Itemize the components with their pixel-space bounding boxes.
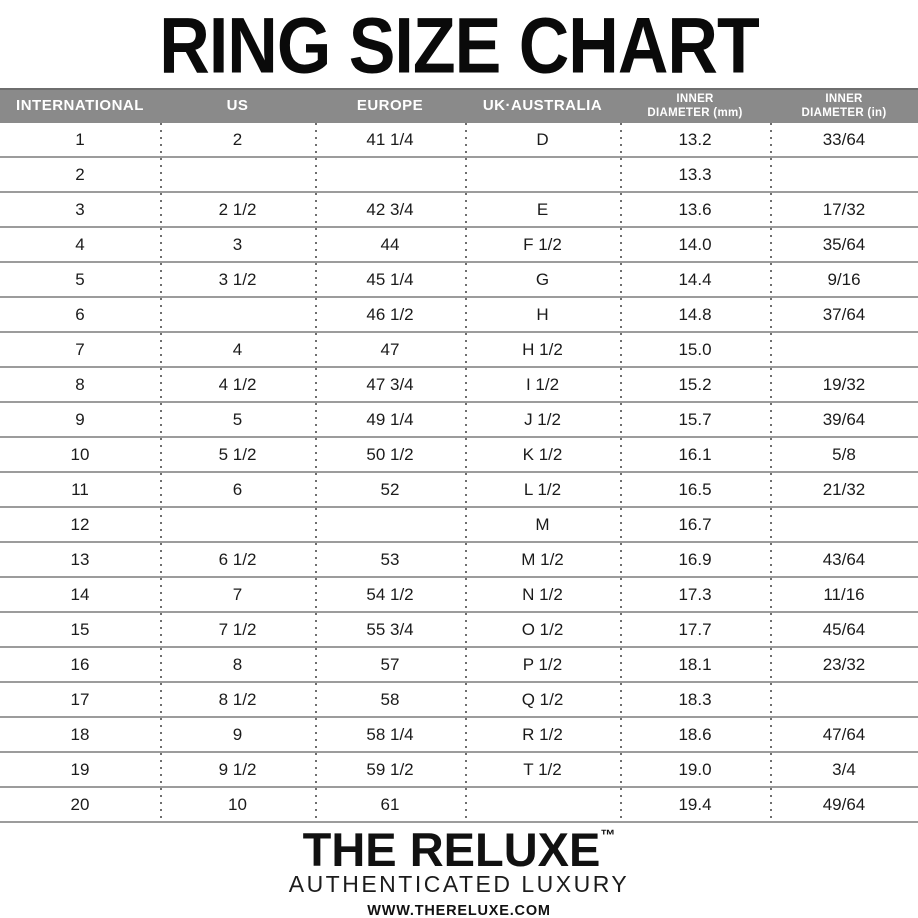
- table-cell: 50 1/2: [315, 437, 465, 472]
- table-cell: 16.1: [620, 437, 770, 472]
- ring-size-table: [0, 88, 918, 823]
- table-cell: 8: [160, 647, 315, 682]
- table-cell: 47: [315, 332, 465, 367]
- footer-brand-block: [0, 825, 918, 918]
- table-row: [0, 437, 918, 472]
- table-cell: 54 1/2: [315, 577, 465, 612]
- trademark-symbol: ™: [600, 827, 616, 844]
- table-cell: 10: [160, 787, 315, 822]
- table-cell: 45/64: [770, 612, 918, 647]
- table-row: [0, 647, 918, 682]
- table-cell: 6: [160, 472, 315, 507]
- table-cell: 3: [75, 199, 85, 219]
- table-cell: R 1/2: [465, 717, 620, 752]
- table-cell: 14.0: [620, 227, 770, 262]
- table-cell: J 1/2: [465, 402, 620, 437]
- table-cell: 58: [315, 682, 465, 717]
- table-cell: 15.7: [620, 402, 770, 437]
- table-cell: [160, 507, 315, 542]
- table-cell: 11/16: [770, 577, 918, 612]
- table-cell: 20: [70, 794, 90, 814]
- column-header-label: INNER: [676, 92, 714, 105]
- table-cell: 18: [70, 724, 90, 744]
- table-cell: 46 1/2: [315, 297, 465, 332]
- table-cell: 52: [315, 472, 465, 507]
- table-row: [0, 507, 918, 542]
- table-cell: 2: [160, 123, 315, 157]
- table-cell: 2 1/2: [160, 192, 315, 227]
- table-row: [0, 157, 918, 192]
- table-cell: 13.2: [620, 123, 770, 157]
- table-cell: 49 1/4: [315, 402, 465, 437]
- table-row: [0, 332, 918, 367]
- table-cell: O 1/2: [465, 612, 620, 647]
- table-cell: 3: [160, 227, 315, 262]
- table-cell: 4 1/2: [160, 367, 315, 402]
- column-header-inner-diameter-mm: [620, 89, 770, 123]
- table-cell: 49/64: [770, 787, 918, 822]
- table-cell: 7 1/2: [160, 612, 315, 647]
- table-cell: T 1/2: [465, 752, 620, 787]
- table-cell: 5/8: [770, 437, 918, 472]
- table-cell: 23/32: [770, 647, 918, 682]
- table-cell: 53: [315, 542, 465, 577]
- table-cell: 39/64: [770, 402, 918, 437]
- column-header-label: INNER: [825, 92, 863, 105]
- table-cell: 18.1: [620, 647, 770, 682]
- table-cell: 16: [70, 654, 90, 674]
- table-cell: F 1/2: [465, 227, 620, 262]
- column-header-label: US: [226, 97, 249, 115]
- table-cell: 17: [70, 689, 90, 709]
- table-cell: 17.7: [620, 612, 770, 647]
- table-cell: 17.3: [620, 577, 770, 612]
- table-cell: 9: [160, 717, 315, 752]
- table-cell: 37/64: [770, 297, 918, 332]
- table-cell: 3 1/2: [160, 262, 315, 297]
- table-row: [0, 402, 918, 437]
- column-header-label: EUROPE: [356, 97, 424, 115]
- table-cell: [770, 157, 918, 192]
- table-row: [0, 787, 918, 822]
- table-row: [0, 577, 918, 612]
- column-header-international: [0, 89, 160, 123]
- table-cell: 9 1/2: [160, 752, 315, 787]
- table-cell: 13.3: [620, 157, 770, 192]
- table-cell: K 1/2: [465, 437, 620, 472]
- table-cell: 19.0: [620, 752, 770, 787]
- table-cell: 13: [70, 549, 90, 569]
- table-cell: 44: [315, 227, 465, 262]
- table-cell: 6 1/2: [160, 542, 315, 577]
- table-cell: 15.2: [620, 367, 770, 402]
- table-cell: 59 1/2: [315, 752, 465, 787]
- table-cell: 19/32: [770, 367, 918, 402]
- table-cell: [465, 157, 620, 192]
- column-header-europe: [315, 89, 465, 123]
- table-cell: 61: [315, 787, 465, 822]
- table-cell: 8 1/2: [160, 682, 315, 717]
- table-cell: [315, 507, 465, 542]
- table-cell: 43/64: [770, 542, 918, 577]
- table-cell: 7: [160, 577, 315, 612]
- table-body: [0, 123, 918, 822]
- table-cell: Q 1/2: [465, 682, 620, 717]
- table-cell: 13.6: [620, 192, 770, 227]
- table-cell: [315, 157, 465, 192]
- table-cell: 17/32: [770, 192, 918, 227]
- table-cell: 2: [75, 164, 85, 184]
- table-row: [0, 367, 918, 402]
- table-cell: 8: [75, 374, 85, 394]
- table-cell: 10: [70, 444, 90, 464]
- brand-name: THE RELUXE: [302, 823, 601, 876]
- column-header-sublabel: DIAMETER (mm): [647, 106, 743, 119]
- table-cell: L 1/2: [465, 472, 620, 507]
- table-cell: 4: [160, 332, 315, 367]
- table-cell: [770, 332, 918, 367]
- table-cell: 21/32: [770, 472, 918, 507]
- table-row: [0, 227, 918, 262]
- table-cell: 6: [75, 304, 85, 324]
- table-cell: 41 1/4: [315, 123, 465, 157]
- table-header: [0, 89, 918, 123]
- table-row: [0, 192, 918, 227]
- table-cell: [770, 682, 918, 717]
- table-cell: 16.9: [620, 542, 770, 577]
- table-row: [0, 297, 918, 332]
- table-cell: 16.5: [620, 472, 770, 507]
- table-cell: 9/16: [770, 262, 918, 297]
- table-cell: 4: [75, 234, 85, 254]
- table-cell: 5: [160, 402, 315, 437]
- table-cell: 55 3/4: [315, 612, 465, 647]
- table-cell: 42 3/4: [315, 192, 465, 227]
- table-cell: 16.7: [620, 507, 770, 542]
- table-cell: 47/64: [770, 717, 918, 752]
- table-cell: 19.4: [620, 787, 770, 822]
- table-cell: 1: [75, 129, 85, 149]
- page-title: RING SIZE CHART: [159, 2, 759, 90]
- table-row: [0, 612, 918, 647]
- table-cell: 5: [75, 269, 85, 289]
- table-cell: N 1/2: [465, 577, 620, 612]
- table-cell: [160, 297, 315, 332]
- column-header-us: [160, 89, 315, 123]
- table-cell: 35/64: [770, 227, 918, 262]
- table-cell: [770, 507, 918, 542]
- table-cell: 12: [70, 514, 90, 534]
- table-cell: 14.4: [620, 262, 770, 297]
- table-cell: 7: [75, 339, 85, 359]
- table-cell: 15.0: [620, 332, 770, 367]
- brand-tagline: AUTHENTICATED LUXURY: [288, 871, 630, 898]
- table-cell: 11: [71, 479, 89, 499]
- table-cell: 14: [70, 584, 90, 604]
- table-cell: 9: [75, 409, 85, 429]
- table-cell: H 1/2: [465, 332, 620, 367]
- table-cell: 5 1/2: [160, 437, 315, 472]
- table-cell: 33/64: [770, 123, 918, 157]
- column-header-uk-australia: [465, 89, 620, 123]
- table-row: [0, 752, 918, 787]
- table-cell: 18.3: [620, 682, 770, 717]
- table-cell: H: [465, 297, 620, 332]
- table-cell: M 1/2: [465, 542, 620, 577]
- table-cell: [465, 787, 620, 822]
- table-row: [0, 717, 918, 752]
- table-cell: 57: [315, 647, 465, 682]
- table-cell: G: [465, 262, 620, 297]
- table-cell: D: [465, 123, 620, 157]
- table-cell: 3/4: [770, 752, 918, 787]
- table-cell: 14.8: [620, 297, 770, 332]
- table-cell: [160, 157, 315, 192]
- table-row: [0, 472, 918, 507]
- table-cell: 18.6: [620, 717, 770, 752]
- column-header-sublabel: DIAMETER (in): [801, 106, 887, 119]
- table-cell: 47 3/4: [315, 367, 465, 402]
- column-header-label: UK·AUSTRALIA: [482, 97, 603, 115]
- table-cell: 45 1/4: [315, 262, 465, 297]
- column-header-label: INTERNATIONAL: [16, 97, 144, 115]
- table-row: [0, 262, 918, 297]
- table-cell: I 1/2: [465, 367, 620, 402]
- table-row: [0, 123, 918, 157]
- website-url: WWW.THERELUXE.COM: [367, 903, 551, 918]
- table-cell: 15: [70, 619, 90, 639]
- table-header-row: [0, 89, 918, 123]
- brand-name-line: [0, 825, 918, 874]
- table-row: [0, 542, 918, 577]
- table-row: [0, 682, 918, 717]
- column-header-inner-diameter-in: [770, 89, 918, 123]
- table-cell: 58 1/4: [315, 717, 465, 752]
- table-cell: P 1/2: [465, 647, 620, 682]
- table-cell: E: [465, 192, 620, 227]
- table-cell: 19: [70, 759, 90, 779]
- table-cell: M: [465, 507, 620, 542]
